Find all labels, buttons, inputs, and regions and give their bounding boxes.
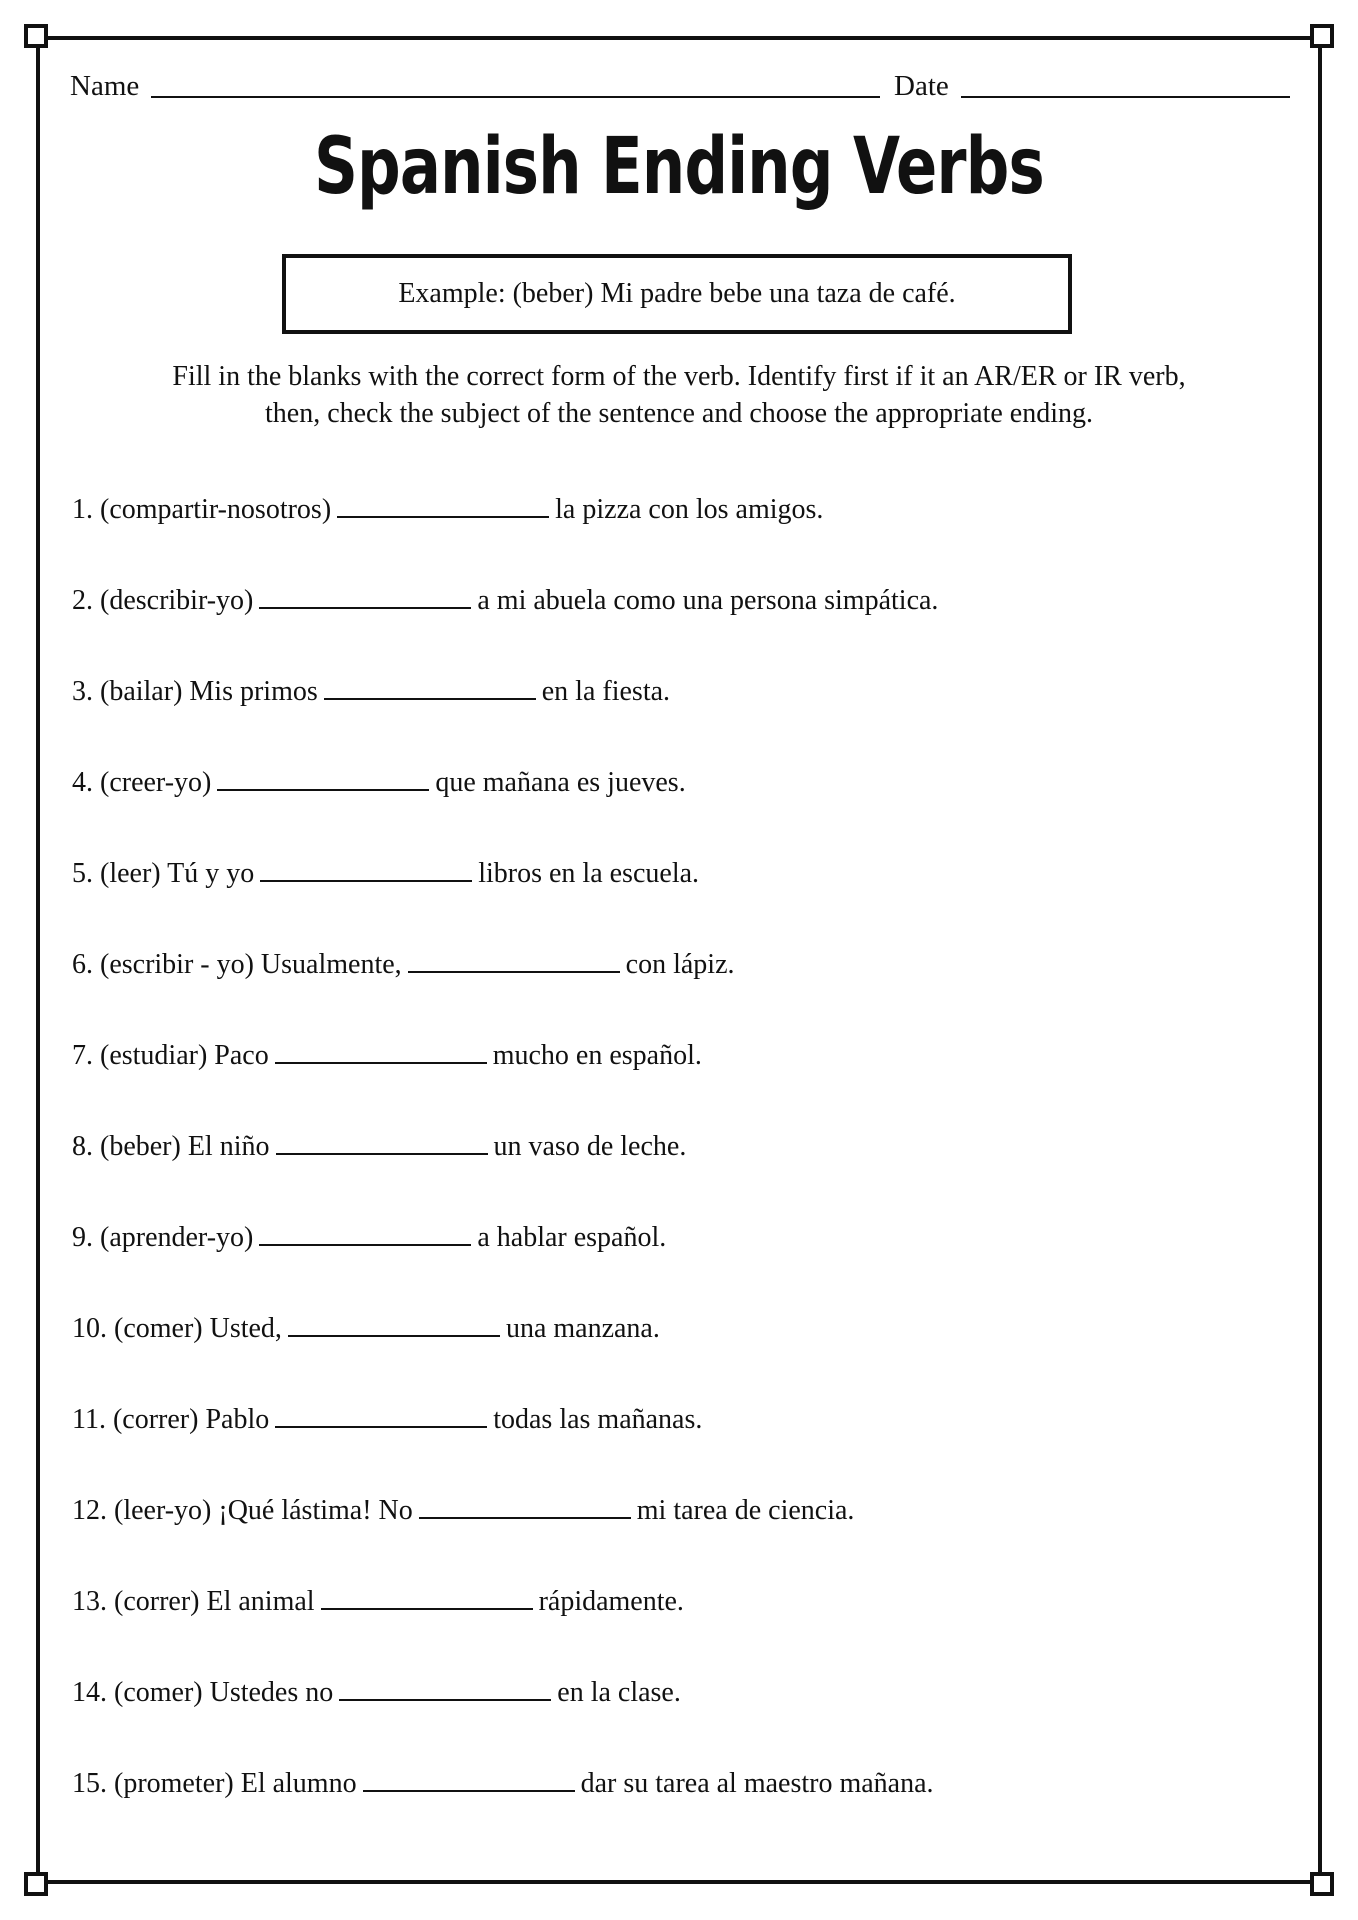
answer-blank[interactable]	[276, 1131, 488, 1155]
question-item	[72, 581, 1292, 672]
question-continuation: la pizza con los amigos.	[555, 494, 824, 525]
question-item	[72, 1491, 1292, 1582]
question-continuation: un vaso de leche.	[493, 1131, 687, 1162]
name-blank[interactable]	[151, 66, 880, 98]
corner-ornament-top-left	[24, 24, 48, 48]
question-continuation: mi tarea de ciencia.	[636, 1495, 855, 1526]
question-prompt: 3. (bailar) Mis primos	[72, 676, 318, 707]
question-prompt: 10. (comer) Usted,	[72, 1313, 282, 1344]
question-continuation: en la clase.	[557, 1677, 681, 1708]
question-item	[72, 945, 1292, 1036]
question-prompt: 5. (leer) Tú y yo	[72, 858, 255, 889]
question-item	[72, 1400, 1292, 1491]
question-prompt: 13. (correr) El animal	[72, 1586, 315, 1617]
example-box	[282, 254, 1072, 334]
question-continuation: libros en la escuela.	[478, 858, 700, 889]
answer-blank[interactable]	[259, 585, 471, 609]
question-list	[72, 490, 1292, 1855]
page-title: Spanish Ending Verbs	[314, 122, 1044, 212]
question-prompt: 15. (prometer) El alumno	[72, 1768, 357, 1799]
instructions-line-1: Fill in the blanks with the correct form of the verb. Identify first if it an AR/ER or IR verb,	[172, 361, 1186, 392]
question-item	[72, 1127, 1292, 1218]
question-prompt: 14. (comer) Ustedes no	[72, 1677, 334, 1708]
question-prompt: 7. (estudiar) Paco	[72, 1040, 269, 1071]
question-prompt: 9. (aprender-yo)	[72, 1222, 254, 1253]
question-continuation: una manzana.	[505, 1313, 660, 1344]
question-continuation: a hablar español.	[477, 1222, 667, 1253]
question-prompt: 2. (describir-yo)	[72, 585, 254, 616]
instructions-line-2: then, check the subject of the sentence and choose the appropriate ending.	[264, 398, 1093, 429]
answer-blank[interactable]	[324, 676, 536, 700]
question-item	[72, 1309, 1292, 1400]
answer-blank[interactable]	[260, 858, 472, 882]
question-item	[72, 490, 1292, 581]
question-prompt: 11. (correr) Pablo	[72, 1404, 270, 1435]
question-item	[72, 1764, 1292, 1855]
instructions	[80, 358, 1278, 432]
corner-ornament-bottom-left	[24, 1872, 48, 1896]
question-item	[72, 854, 1292, 945]
date-field	[894, 66, 1290, 106]
question-continuation: todas las mañanas.	[493, 1404, 703, 1435]
name-label: Name	[70, 70, 140, 102]
question-continuation: dar su tarea al maestro mañana.	[580, 1768, 934, 1799]
question-continuation: rápidamente.	[538, 1586, 684, 1617]
corner-ornament-top-right	[1310, 24, 1334, 48]
question-prompt: 12. (leer-yo) ¡Qué lástima! No	[72, 1495, 413, 1526]
question-continuation: en la fiesta.	[541, 676, 671, 707]
question-prompt: 4. (creer-yo)	[72, 767, 212, 798]
question-continuation: que mañana es jueves.	[435, 767, 686, 798]
answer-blank[interactable]	[408, 949, 620, 973]
question-item	[72, 1036, 1292, 1127]
header-row	[70, 66, 1290, 106]
date-label: Date	[894, 70, 949, 102]
answer-blank[interactable]	[259, 1222, 471, 1246]
question-item	[72, 1673, 1292, 1764]
answer-blank[interactable]	[288, 1313, 500, 1337]
answer-blank[interactable]	[419, 1495, 631, 1519]
question-item	[72, 672, 1292, 763]
answer-blank[interactable]	[363, 1768, 575, 1792]
answer-blank[interactable]	[337, 494, 549, 518]
date-blank[interactable]	[961, 66, 1290, 98]
question-prompt: 6. (escribir - yo) Usualmente,	[72, 949, 402, 980]
name-field	[70, 66, 894, 106]
answer-blank[interactable]	[339, 1677, 551, 1701]
question-item	[72, 1582, 1292, 1673]
question-item	[72, 763, 1292, 854]
corner-ornament-bottom-right	[1310, 1872, 1334, 1896]
answer-blank[interactable]	[321, 1586, 533, 1610]
answer-blank[interactable]	[275, 1404, 487, 1428]
question-prompt: 1. (compartir-nosotros)	[72, 494, 332, 525]
question-item	[72, 1218, 1292, 1309]
answer-blank[interactable]	[217, 767, 429, 791]
example-text: Example: (beber) Mi padre bebe una taza de café.	[398, 278, 956, 309]
answer-blank[interactable]	[275, 1040, 487, 1064]
question-continuation: con lápiz.	[625, 949, 735, 980]
question-continuation: mucho en español.	[492, 1040, 702, 1071]
question-prompt: 8. (beber) El niño	[72, 1131, 270, 1162]
question-continuation: a mi abuela como una persona simpática.	[477, 585, 939, 616]
